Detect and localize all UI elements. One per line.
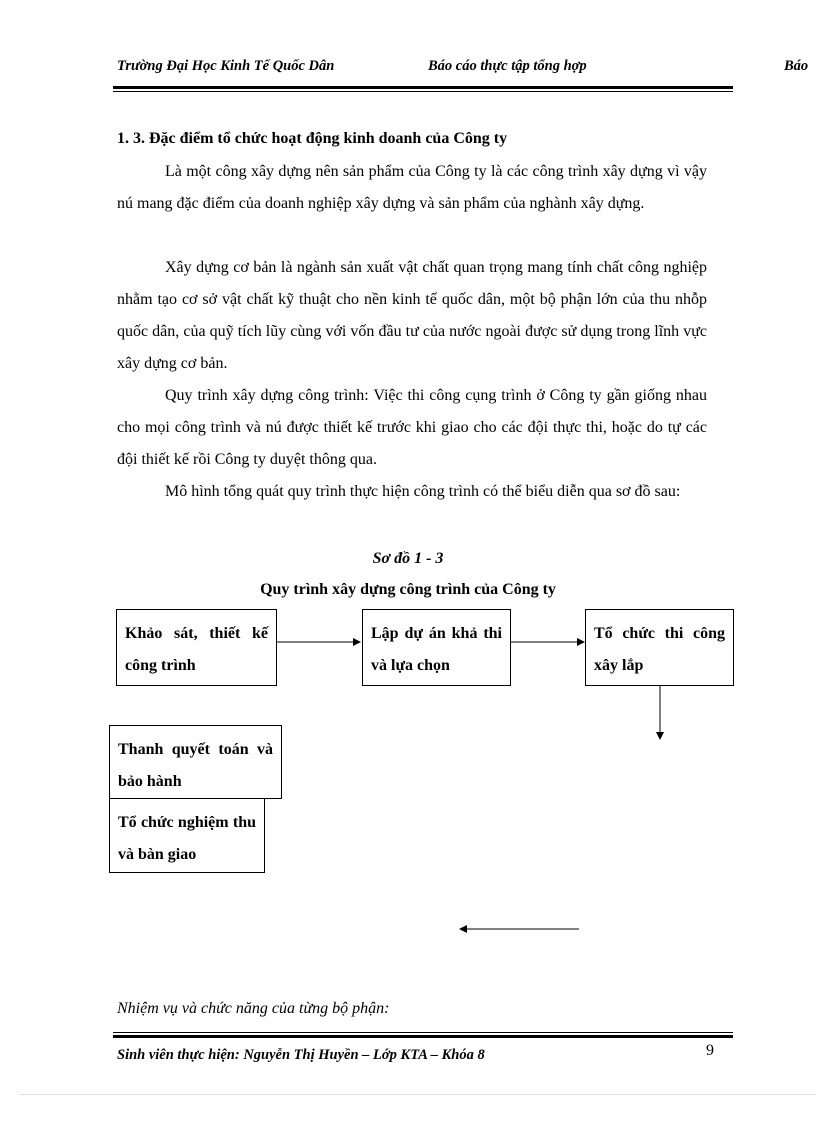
page-bottom-dotted-line bbox=[20, 1094, 816, 1095]
paragraph-1: Là một công xây dựng nên sản phẩm của Công ty là các công trình xây dựng vì vậy nú mang đặc điểm của doanh nghiệp xây dựng và sản phẩm của nghành xây dựng. bbox=[117, 163, 707, 212]
footer-student-info: Sinh viên thực hiện: Nguyễn Thị Huyền – Lớp KTA – Khóa 8 bbox=[117, 1047, 485, 1063]
box-settlement-warranty: Thanh quyết toán và bảo hành bbox=[109, 725, 282, 799]
footer-rule-thick bbox=[113, 1035, 733, 1038]
section-note: Nhiệm vụ và chức năng của từng bộ phận: bbox=[117, 1000, 390, 1017]
paragraph-2: Xây dựng cơ bản là ngành sản xuất vật chất quan trọng mang tính chất công nghiệp nhằm tạo cơ sở vật chất kỹ thuật cho nền kinh tế quốc dân, một bộ phận lớn của thu nhỗp quốc dân, của quỹ tích lũy cùng với vốn đầu tư của nước ngoài được sử dụng trong lĩnh vực xây dựng cơ bản. bbox=[117, 259, 707, 372]
header-report-title: Báo cáo thực tập tổng hợp bbox=[428, 58, 587, 74]
box-survey-design: Khảo sát, thiết kế công trình bbox=[116, 609, 277, 686]
section-title: 1. 3. Đặc điểm tổ chức hoạt động kinh doanh của Công ty bbox=[117, 130, 508, 147]
header-university: Trường Đại Học Kinh Tế Quốc Dân bbox=[117, 58, 335, 74]
diagram-label: Sơ đồ 1 - 3 bbox=[372, 550, 444, 567]
header-rule-thin bbox=[113, 91, 733, 92]
header-rule-thick bbox=[113, 86, 733, 89]
paragraph-3: Quy trình xây dựng công trình: Việc thi công cụng trình ở Công ty gần giống nhau cho mọi công trình và nú được thiết kế trước khi giao cho các đội thực thi, hoặc do tự các đội thiết kế rồi Công ty duyệt thông qua. bbox=[117, 387, 707, 468]
box-acceptance-handover: Tổ chức nghiệm thu và bàn giao bbox=[109, 798, 265, 873]
box-construction: Tổ chức thi công xây lắp bbox=[585, 609, 734, 686]
box-feasibility-project: Lập dự án khả thi và lựa chọn bbox=[362, 609, 511, 686]
header-cut-text: Báo bbox=[784, 58, 809, 74]
arrow-construction-down bbox=[653, 686, 667, 744]
page-header bbox=[117, 58, 816, 80]
arrow-survey-to-project bbox=[277, 636, 367, 648]
arrow-leftward bbox=[457, 923, 581, 935]
footer-rule-thin bbox=[113, 1032, 733, 1033]
arrow-project-to-construction bbox=[511, 636, 591, 648]
paragraph-4: Mô hình tổng quát quy trình thực hiện công trình có thể biểu diễn qua sơ đồ sau: bbox=[165, 483, 681, 500]
page-number: 9 bbox=[706, 1042, 714, 1059]
diagram-title: Quy trình xây dựng công trình của Công ty bbox=[260, 581, 556, 598]
